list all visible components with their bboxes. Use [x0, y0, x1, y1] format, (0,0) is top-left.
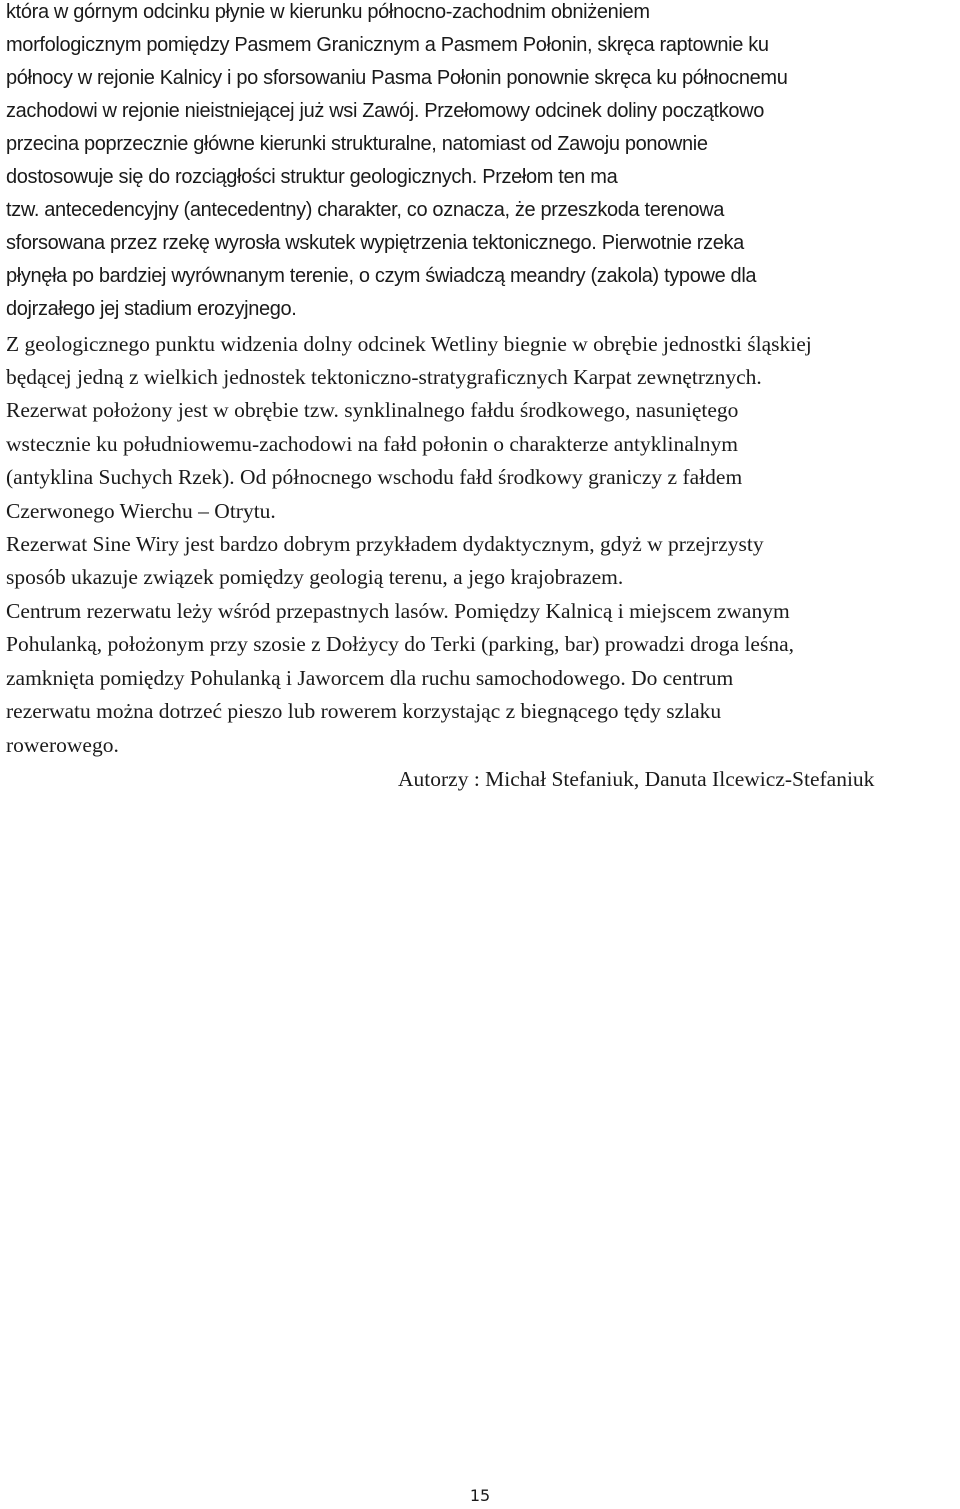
text-line: rezerwatu można dotrzeć pieszo lub rowerem korzystając z biegnącego tędy szlaku	[6, 699, 722, 723]
text-line: będącej jedną z wielkich jednostek tektoniczno-stratygraficznych Karpat zewnętrznych.	[6, 365, 762, 389]
text-line: Rezerwat położony jest w obrębie tzw. synklinalnego fałdu środkowego, nasuniętego	[6, 398, 739, 422]
text-line: północy w rejonie Kalnicy i po sforsowaniu Pasma Połonin ponownie skręca ku północnemu	[6, 67, 788, 89]
text-line: Czerwonego Wierchu – Otrytu.	[6, 499, 276, 523]
text-line: dojrzałego jej stadium erozyjnego.	[6, 298, 297, 320]
page-number: 15	[469, 1486, 491, 1505]
text-line: płynęła po bardziej wyrównanym terenie, o czym świadczą meandry (zakola) typowe dla	[6, 265, 757, 287]
text-line: zachodowi w rejonie nieistniejącej już wsi Zawój. Przełomowy odcinek doliny początkowo	[6, 100, 765, 122]
text-line: Rezerwat Sine Wiry jest bardzo dobrym przykładem dydaktycznym, gdyż w przejrzysty	[6, 532, 764, 556]
authors-line: Autorzy : Michał Stefaniuk, Danuta Ilcewicz-Stefaniuk	[398, 767, 875, 791]
text-line: sposób ukazuje związek pomiędzy geologią terenu, a jego krajobrazem.	[6, 565, 624, 589]
text-line: tzw. antecedencyjny (antecedentny) charakter, co oznacza, że przeszkoda terenowa	[6, 199, 724, 221]
text-line: zamknięta pomiędzy Pohulanką i Jaworcem dla ruchu samochodowego. Do centrum	[6, 666, 734, 690]
text-line: która w górnym odcinku płynie w kierunku północno-zachodnim obniżeniem	[6, 1, 650, 23]
text-line: sforsowana przez rzekę wyrosła wskutek wypiętrzenia tektonicznego. Pierwotnie rzeka	[6, 232, 744, 254]
text-line: wstecznie ku południowemu-zachodowi na fałd połonin o charakterze antyklinalnym	[6, 432, 738, 456]
text-line: Z geologicznego punktu widzenia dolny odcinek Wetliny biegnie w obrębie jednostki śląskiej	[6, 332, 812, 356]
text-line: dostosowuje się do rozciągłości struktur geologicznych. Przełom ten ma	[6, 166, 618, 188]
text-line: Pohulanką, położonym przy szosie z Dołżycy do Terki (parking, bar) prowadzi droga leśna,	[6, 632, 794, 656]
text-line: przecina poprzecznie główne kierunki strukturalne, natomiast od Zawoju ponownie	[6, 133, 708, 155]
text-line: rowerowego.	[6, 733, 119, 757]
text-line: Centrum rezerwatu leży wśród przepastnych lasów. Pomiędzy Kalnicą i miejscem zwanym	[6, 599, 790, 623]
text-line: morfologicznym pomiędzy Pasmem Granicznym a Pasmem Połonin, skręca raptownie ku	[6, 34, 769, 56]
text-line: (antyklina Suchych Rzek). Od północnego wschodu fałd środkowy graniczy z fałdem	[6, 465, 743, 489]
